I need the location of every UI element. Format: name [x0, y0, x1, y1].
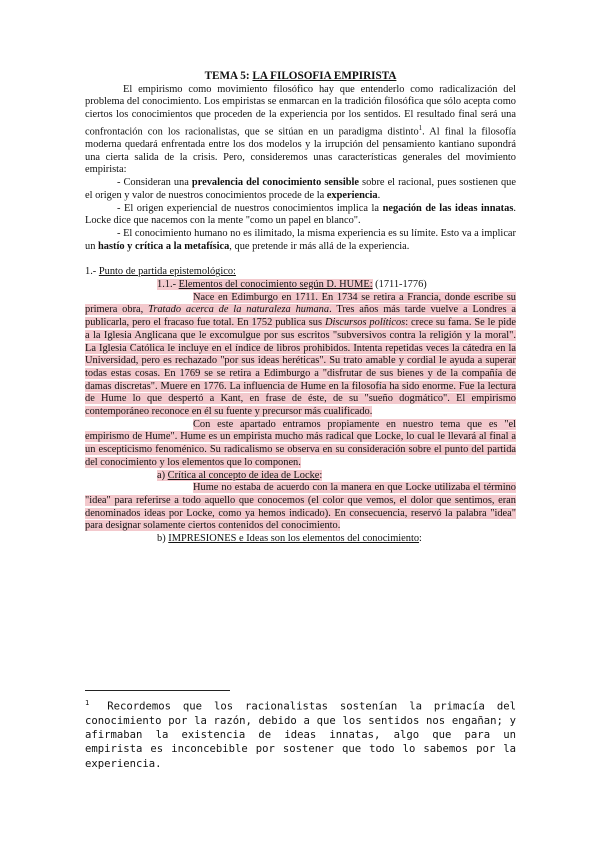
section-heading-1: [85, 266, 516, 279]
bullet-text: .: [377, 189, 381, 201]
bullet-bold: negación de las ideas innatas: [382, 202, 514, 214]
bullet-item: [85, 228, 516, 253]
bullet-bold: hastío y crítica a la metafísica: [98, 240, 230, 252]
bullet-item: [85, 177, 516, 202]
bullet-text: - Consideran una: [117, 177, 192, 189]
footnote-reference: 1: [418, 123, 423, 132]
subsection-b-heading: [85, 533, 516, 546]
subsection-suffix: :: [319, 469, 323, 481]
hume-intro-text: Con este apartado entramos propiamente en nuestro tema que es "el empirismo de Hume". Hume es un empirista mucho más radical que Locke, lo cual le llevará al final a un escepticismo fenoménico. Su radicalismo se observa en su consideración sobre el punto del partida del conocimiento y los elementos que lo componen.: [85, 418, 516, 468]
subsection-label: Crítica al concepto de idea de Locke: [167, 469, 320, 481]
page-title: [85, 70, 516, 83]
footnote-number: 1: [85, 699, 90, 707]
bullet-text: . Locke dice que nacemos con la mente "como un papel en blanco".: [85, 202, 516, 227]
bio-text: : crece su fama. Se le pide a la Iglesia Anglicana que le excomulgue por sus escritos "subversivos contra la religión y la moral". La Iglesia Católica le incluye en el índice de libros prohibidos. Intenta repetidas veces la cátedra en la Universidad, pero es rechazado "por sus ideas heréticas". Su trato amable y cordial le ayuda a superar todas estas cosas. En 1769 se se retira a Edimburgo a "disfrutar de sus bienes y de la compañía de damas discretas". Muere en 1776. La influencia de Hume en la filosofía ha sido enorme. Fue la lectura de Hume lo que despertó a Kant, en frase de éste, de su "sueño dogmático". El empirismo contemporáneo reconoce en él su fuente y precursor más cualificado.: [85, 317, 516, 418]
footnote-text: Recordemos que los racionalistas sostenían la primacía del conocimiento por la razón, debido a que los sentidos nos engañan; y afirmaban la existencia de ideas innatas, algo que para un empirista es inconcebible por sostener que todo lo sabemos por la experiencia.: [85, 700, 516, 770]
subsection-a-heading: [85, 470, 516, 483]
bio-text: Nace en Edimburgo en 1711. En 1734 se retira a Francia, donde escribe su primera obra,: [85, 291, 516, 316]
section-number: 1.-: [85, 266, 99, 278]
bullet-text: - El origen experiencial de nuestros conocimientos implica la: [117, 202, 383, 214]
locke-critique-paragraph: [85, 482, 516, 533]
footnote-divider: [85, 690, 230, 691]
document-page: [85, 70, 516, 546]
bio-text: . Tres años más tarde vuelve a Londres a publicarla, pero el fracaso fue total. En 1752 publica sus: [85, 304, 517, 329]
spacer: [85, 253, 516, 266]
title-underlined: LA FILOSOFIA EMPIRISTA: [252, 70, 397, 82]
subsection-prefix: a): [157, 469, 168, 481]
footnote: [85, 696, 516, 771]
subsection-suffix: :: [419, 533, 422, 545]
section-number: 1.1.-: [157, 279, 179, 291]
intro-text-a: El empirismo como movimiento filosófico hay que entenderlo como radicalización del problema del conocimiento. Los empiristas se enmarcan en la tradición filosófica que sólo acepta como ciertos los conocimientos que proceden de la experiencia por los sentidos. El resultado final será una confrontación con los racionalistas, que se sitúan en un paradigma distinto: [85, 83, 516, 138]
locke-critique-text: Hume no estaba de acuerdo con la manera en que Locke utilizaba el término "idea" para referirse a todo aquello que conocemos (el color que vemos, el dolor que sentimos, eran denominados ideas por Locke, como ya hemos indicado). En consecuencia, reservó la palabra "idea" para designar solamente ciertos contenidos del conocimiento.: [85, 482, 516, 532]
bullet-text: , que pretende ir más allá de la experiencia.: [229, 240, 410, 252]
section-heading-1-1: [85, 279, 516, 292]
bio-book-title: Discursos políticos: [324, 317, 406, 329]
bullet-text: - El conocimiento humano no es ilimitado, la misma experiencia es su límite. Esto va a implicar un: [85, 227, 516, 252]
bullet-text: sobre el racional, pues sostienen que el origen y valor de nuestros conocimientos procede de la: [85, 177, 516, 201]
hume-intro-paragraph: [85, 419, 516, 470]
bullet-bold: prevalencia del conocimiento sensible: [191, 177, 359, 189]
hume-bio-paragraph: [85, 292, 516, 419]
title-prefix: TEMA 5:: [204, 70, 253, 82]
section-label: Punto de partida epistemológico:: [98, 266, 236, 278]
intro-text-b: . Al final la filosofía moderna quedará enfrentada entre los dos modelos y la irrupción del pensamiento kantiano supondrá una cierta salida de la crisis. Pero, consideremos unas características generales del movimiento empirista:: [85, 126, 516, 176]
intro-paragraph: [85, 84, 516, 177]
bullet-item: [85, 203, 516, 228]
subsection-prefix: b): [157, 533, 169, 545]
section-dates: (1711-1776): [372, 279, 427, 291]
bullet-bold: experiencia: [326, 189, 378, 201]
subsection-label: IMPRESIONES e Ideas son los elementos del conocimiento: [168, 533, 420, 545]
section-label: Elementos del conocimiento según D. HUME:: [178, 279, 373, 291]
bio-book-title: Tratado acerca de la naturaleza humana: [148, 304, 330, 316]
